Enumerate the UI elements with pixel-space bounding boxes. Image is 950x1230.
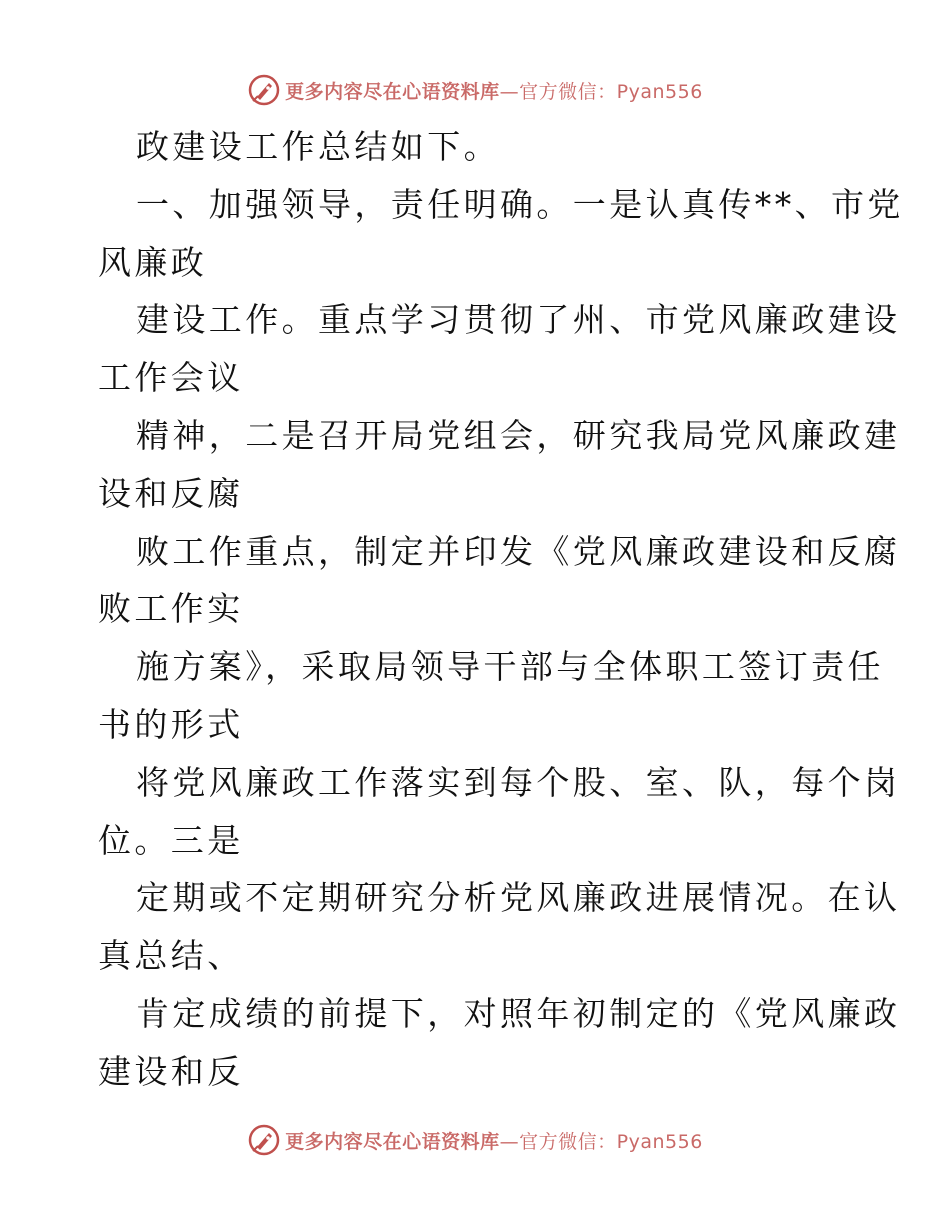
body-line: 位。三是 <box>98 820 244 860</box>
body-line: 败工作重点，制定并印发《党风廉政建设和反腐 <box>136 531 901 571</box>
body-line: 败工作实 <box>98 589 244 629</box>
body-line: 一、加强领导，责任明确。一是认真传**、市党 <box>136 184 904 224</box>
watermark-contact-text: —官方微信：Pyan556 <box>499 80 703 103</box>
body-line: 政建设工作总结如下。 <box>136 127 500 166</box>
body-line: 建设和反 <box>98 1051 244 1091</box>
body-line: 将党风廉政工作落实到每个股、室、队，每个岗 <box>136 762 901 802</box>
pen-nib-logo-icon <box>247 1123 281 1157</box>
body-line: 书的形式 <box>98 704 244 744</box>
footer-watermark <box>0 1120 950 1160</box>
header-watermark <box>0 70 950 110</box>
watermark-main-text: 更多内容尽在心语资料库 <box>285 80 500 103</box>
body-line: 肯定成绩的前提下，对照年初制定的《党风廉政 <box>136 993 901 1033</box>
watermark-text <box>285 1127 703 1154</box>
body-line: 建设工作。重点学习贯彻了州、市党风廉政建设 <box>136 300 901 340</box>
body-line: 定期或不定期研究分析党风廉政进展情况。在认 <box>136 878 901 918</box>
body-line: 设和反腐 <box>98 473 244 513</box>
body-line: 施方案》，采取局领导干部与全体职工签订责任 <box>136 647 884 687</box>
pen-nib-logo-icon <box>247 73 281 107</box>
body-line: 风廉政 <box>98 242 208 282</box>
watermark-main-text: 更多内容尽在心语资料库 <box>285 1130 500 1153</box>
watermark-text <box>285 77 703 104</box>
body-line: 精神，二是召开局党组会，研究我局党风廉政建 <box>136 415 901 455</box>
document-body <box>98 118 904 1101</box>
body-line: 工作会议 <box>98 358 244 398</box>
watermark-contact-text: —官方微信：Pyan556 <box>499 1130 703 1153</box>
body-line: 真总结、 <box>98 936 244 976</box>
